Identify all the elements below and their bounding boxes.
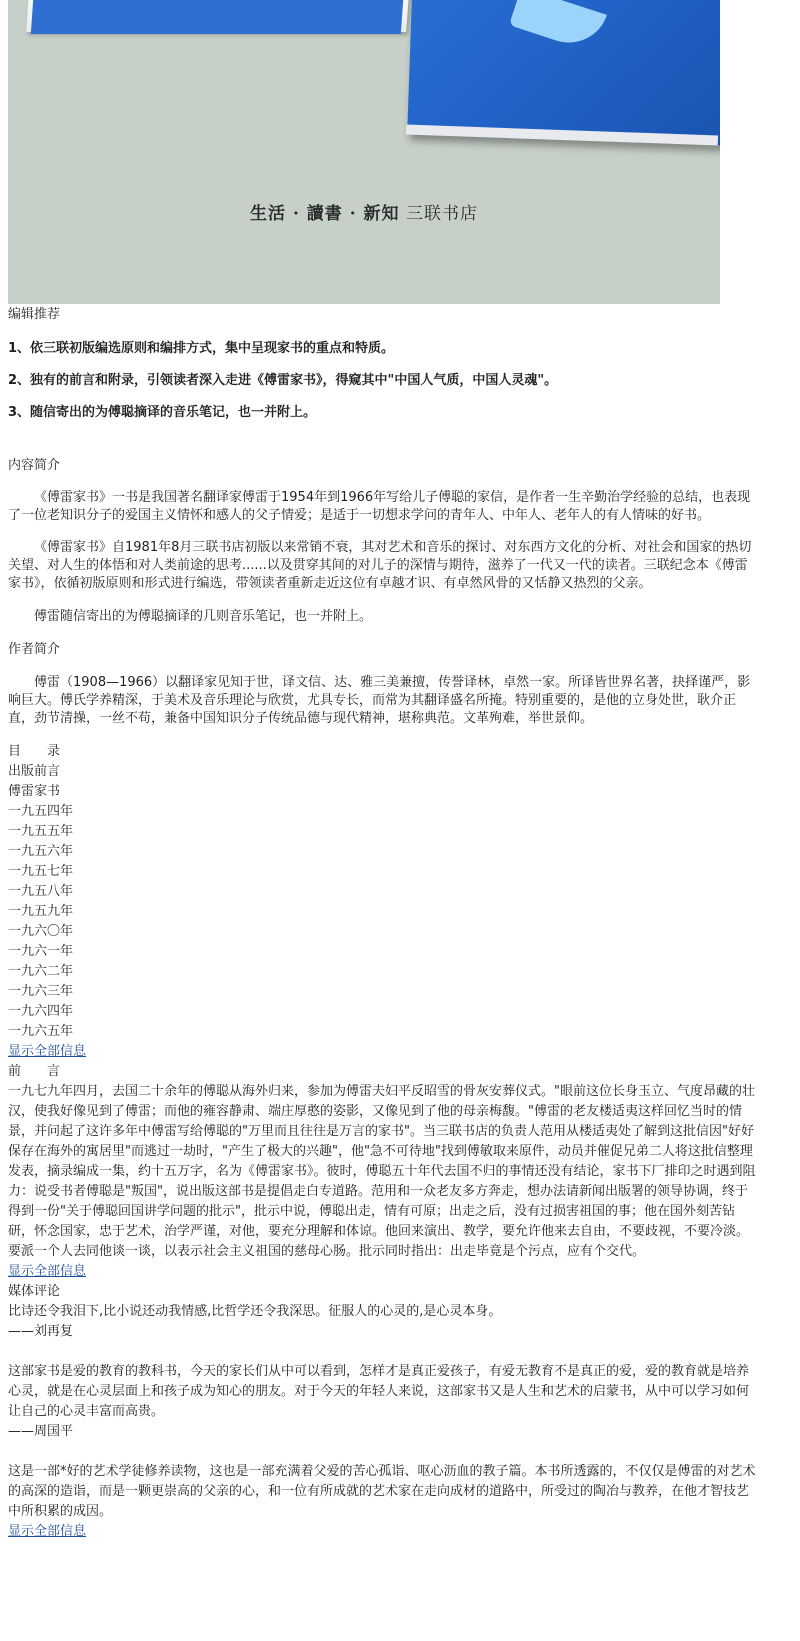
media-reviews [8, 1282, 760, 1542]
preface [8, 1062, 760, 1282]
review-author: ——周国平 [8, 1424, 74, 1439]
toc-item: 一九五九年 [8, 904, 74, 919]
white-book-spine [31, 0, 403, 34]
imprint-motto: 生活 · 讀書 · 新知 [250, 204, 400, 224]
publisher-imprint [8, 204, 720, 224]
editor-item: 1、依三联初版编选原则和编排方式，集中呈现家书的重点和特质。 [8, 341, 395, 356]
reviews-show-all-link[interactable]: 显示全部信息 [8, 1524, 87, 1539]
content-intro [8, 456, 760, 627]
intro-paragraph: 《傅雷家书》自1981年8月三联书店初版以来常销不衰，其对艺术和音乐的探讨、对东西方文化的分析、对社会和国家的热切关望、对人生的体悟和对人类前途的思考......以及贯穿其间的对儿子的深情与期待，滋养了一代又一代的读者。三联纪念本《傅雷家书》，依循初版原则和形式进行编选，带领读者重新走近这位有卓越才识、有卓然风骨的又恬静又热烈的父亲。 [8, 540, 752, 591]
toc-item: 一九六三年 [8, 984, 74, 999]
editor-recommendation [8, 305, 760, 423]
editor-item: 3、随信寄出的为傅聪摘译的音乐笔记，也一并附上。 [8, 405, 317, 420]
toc-title: 目 录 [8, 744, 61, 759]
toc-item: 一九五八年 [8, 884, 74, 899]
review-author: ——刘再复 [8, 1324, 74, 1339]
author-paragraph: 傅雷（1908—1966）以翻译家见知于世，译文信、达、雅三美兼擅，传誉译林，卓然一家。所译皆世界名著，抉择谨严，影响巨大。傅氏学养精深，于美术及音乐理论与欣赏，尤具专长，而常为其翻译盛名所掩。特别重要的，是他的立身处世，耿介正直，劲节清操，一丝不苟，兼备中国知识分子传统品德与现代精神，堪称典范。文革殉难，举世景仰。 [8, 675, 751, 726]
preface-show-all-link[interactable]: 显示全部信息 [8, 1264, 87, 1279]
toc-item: 一九六一年 [8, 944, 74, 959]
preface-paragraph: 一九七九年四月，去国二十余年的傅聪从海外归来，参加为傅雷夫妇平反昭雪的骨灰安葬仪式。"眼前这位长身玉立、气度昂藏的壮汉，使我好像见到了傅雷；而他的雍容静肃、端庄厚憨的姿影，又像见到了他的母亲梅馥。"傅雷的老友楼适夷这样回忆当时的情景，并问起了这许多年中傅雷写给傅聪的"万里而且往往是万言的家书"。当三联书店的负责人范用从楼适夷处了解到这批信因"好好保存在海外的寓居里"而逃过一劫时，"产生了极大的兴趣"，他"急不可待地"找到傅敏取来原件，动员并催促兄弟二人将这批信整理发表，摘录编成一集，约十五万字，名为《傅雷家书》。彼时，傅聪五十年代去国不归的事情还没有结论，家书下厂排印之时遇到阻力：说受书者傅聪是"叛国"，说出版这部书是提倡走白专道路。范用和一众老友多方奔走，想办法请新闻出版署的领导协调，终于得到一份"关于傅聪回国讲学问题的批示"，批示中说，傅聪出走，情有可原；出走之后，没有过损害祖国的事；他在国外刻苦钻研，怀念国家，忠于艺术，治学严谨，对他，要充分理解和体谅。他回来演出、教学，要允许他来去自由，不要歧视，不要冷淡。要派一个人去同他谈一谈，以表示社会主义祖国的慈母心肠。批示同时指出：出走毕竟是个污点，应有个交代。 [8, 1084, 756, 1259]
toc-item: 傅雷家书 [8, 784, 61, 799]
imprint-publisher: 三联书店 [405, 204, 478, 224]
editor-item: 2、独有的前言和附录，引领读者深入走进《傅雷家书》，得窥其中"中国人气质，中国人灵魂"。 [8, 373, 558, 388]
book-cover-image [8, 0, 720, 304]
toc-item: 一九五五年 [8, 824, 74, 839]
editor-title: 编辑推荐 [8, 307, 61, 322]
toc-item: 一九五四年 [8, 804, 74, 819]
table-of-contents [8, 742, 760, 1062]
product-description [8, 305, 760, 1542]
reviews-title: 媒体评论 [8, 1284, 61, 1299]
intro-paragraph: 傅雷随信寄出的为傅聪摘译的几则音乐笔记，也一并附上。 [34, 609, 373, 624]
toc-item: 出版前言 [8, 764, 61, 779]
intro-paragraph: 《傅雷家书》一书是我国著名翻译家傅雷于1954年到1966年写给儿子傅聪的家信，是作者一生辛勤治学经验的总结，也表现了一位老知识分子的爱国主义情怀和感人的父子情爱；是适于一切想求学问的青年人、中年人、老年人的有人情味的好书。 [8, 490, 751, 523]
review-text: 这是一部*好的艺术学徒修养读物，这也是一部充满着父爱的苦心孤诣、呕心沥血的教子篇。本书所透露的，不仅仅是傅雷的对艺术的高深的造诣，而是一颗更崇高的父亲的心，和一位有所成就的艺术家在走向成材的道路中，所受过的陶冶与教养，在他才智技艺中所积累的成因。 [8, 1464, 756, 1519]
toc-item: 一九六五年 [8, 1024, 74, 1039]
toc-item: 一九六〇年 [8, 924, 74, 939]
preface-title: 前 言 [8, 1064, 61, 1079]
review-text: 比诗还令我泪下,比小说还动我情感,比哲学还令我深思。征服人的心灵的,是心灵本身。 [8, 1304, 502, 1319]
author-intro [8, 640, 760, 728]
toc-item: 一九五七年 [8, 864, 74, 879]
toc-item: 一九六四年 [8, 1004, 74, 1019]
author-title: 作者简介 [8, 642, 61, 657]
toc-item: 一九五六年 [8, 844, 74, 859]
toc-item: 一九六二年 [8, 964, 74, 979]
intro-title: 内容简介 [8, 458, 61, 473]
toc-show-all-link[interactable]: 显示全部信息 [8, 1044, 87, 1059]
review-text: 这部家书是爱的教育的教科书，今天的家长们从中可以看到，怎样才是真正爱孩子，有爱无教育不是真正的爱，爱的教育就是培养心灵，就是在心灵层面上和孩子成为知心的朋友。对于今天的年轻人来说，这部家书又是人生和艺术的启蒙书，从中可以学习如何让自己的心灵丰富而高贵。 [8, 1364, 750, 1419]
